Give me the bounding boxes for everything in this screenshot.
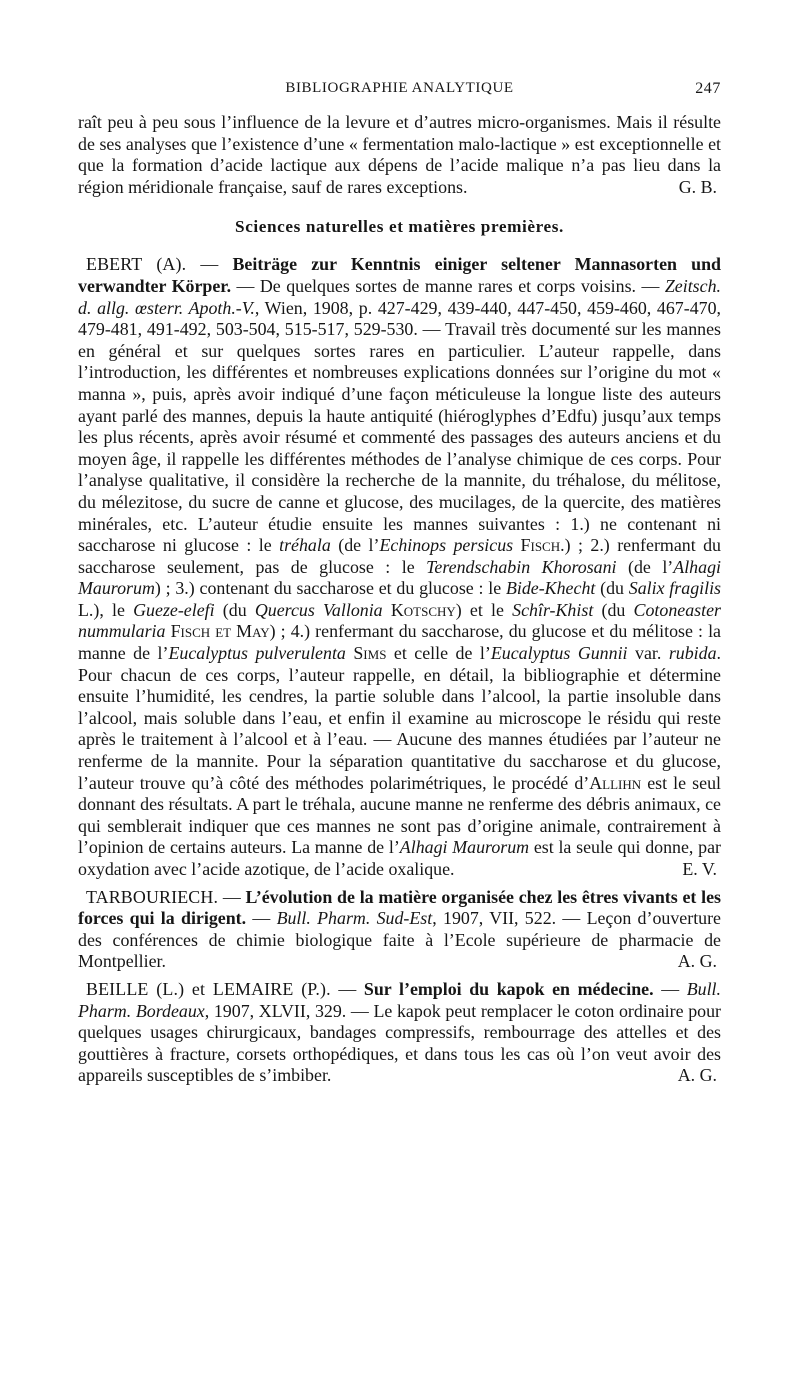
continued-review-paragraph (78, 112, 721, 198)
manna-name: tréhala (279, 535, 331, 556)
species-name: Salix fragilis (628, 578, 722, 599)
entry-text: , Wien, 1908, p. 427-429, 439-440, 447-450, 459-460, 467-470, 479-481, 491-492, 503-504, 515-517, 529-530. — Travail très documenté sur les mannes en général et sur quelques sortes rares en particulier. L’auteur rappelle, dans l’introduction, les différentes et nombreuses explications données sur l’origine du mot « manna », puis, après avoir indiqué d’une façon méticuleuse la longue liste des auteurs ayant parlé des mannes, depuis la haute antiquité (hiéroglyphes d’Edfu) jusqu’aux temps les plus récents, après avoir résumé et commenté des passages des auteurs anciens et du moyen âge, il rappelle les différentes méthodes de l’analyse chimique de ces corps. Pour l’analyse qualitative, il considère la recherche de la mannite, du tréhalose, du mélitose, du mélezitose, du sucre de canne et glucose, des mucilages, de la quercite, des matières minérales, etc. L’auteur étudie ensuite les mannes suivantes : 1.) ne contenant ni saccharose ni glucose : le (78, 297, 721, 556)
entry-text: var. (627, 643, 669, 664)
entry-text: ) ; 4.) renfermant du saccharose, du glucose et du mélitose : la manne de l’ (78, 621, 721, 664)
entry-text: et celle de l’ (386, 643, 491, 664)
entry-author: TARBOURIECH. (86, 886, 219, 907)
entry-dash: — (218, 886, 246, 907)
bibliography-entry-ebert (78, 254, 721, 880)
word-space (383, 600, 391, 620)
entry-text: (du (593, 599, 634, 620)
entry-author: EBERT (A). (86, 254, 187, 275)
word-space (513, 535, 520, 555)
manna-name: Gueze-elefi (133, 599, 215, 620)
entry-text: — De quelques sortes de manne rares et corps voisins. — (231, 275, 665, 296)
review-signature: G. B. (678, 176, 717, 197)
manna-name: Schîr-Khist (512, 599, 594, 620)
entry-text: L.), le (78, 599, 134, 620)
entry-text: (du (214, 599, 255, 620)
book-page (78, 72, 721, 1087)
method-author: Allihn (589, 772, 642, 793)
journal-title: Bull. Pharm. Bordeaux (78, 978, 721, 1021)
page-number: 247 (695, 80, 721, 97)
review-signature: A. G. (677, 1065, 717, 1086)
entry-text: (de l’ (616, 556, 674, 577)
entry-dash: — (186, 254, 233, 275)
entry-text: , 1907, XLVII, 329. — Le kapok peut remplacer le coton ordinaire pour quelques usages chirurgicaux, bandages compressifs, rembourrage des attelles et des gouttières à fracture, corsets orthopédiques, et dans tous les cas où l’on veut avoir des appareils susceptibles de s’imbiber. (78, 1000, 721, 1086)
botanical-authority: Sims (353, 643, 387, 664)
manna-name: Bide-Khecht (505, 578, 596, 599)
entry-text: est le seul donnant des résultats. A part le tréhala, aucune manne ne renferme des débris animaux, ce qui semblerait indiquer que ces mannes ne sont pas d’origine animale, contrairement à l’opinion de certains auteurs. La manne de l’ (78, 772, 721, 858)
species-variety: rubida (668, 643, 717, 664)
botanical-authority: Kotschy (390, 599, 456, 620)
entry-text: ) ; 3.) contenant du saccharose et du glucose : le (154, 578, 506, 599)
journal-title: Bull. Pharm. Sud-Est (276, 908, 433, 929)
species-name: Alhagi Maurorum (78, 556, 721, 599)
species-name: Cotoneaster nummularia (78, 599, 721, 642)
species-name: Echinops persicus (379, 535, 514, 556)
entry-dash: — (653, 978, 687, 999)
manna-name: Terendschabin Khorosani (426, 556, 617, 577)
continued-review-text: raît peu à peu sous l’influence de la levure et d’autres micro-organismes. Mais il résulte de ses analyses que l’existence d’une « fermentation malo-lactique » est exceptionnelle et que la formation d’acide lactique aux dépens de l’acide malique n’a pas lieu dans la région méridionale française, sauf de rares exceptions. (78, 112, 721, 197)
running-header (78, 72, 721, 102)
review-signature: E. V. (682, 859, 717, 879)
running-title: BIBLIOGRAPHIE ANALYTIQUE (285, 80, 514, 96)
bibliography-entry-beille-lemaire (78, 979, 721, 1087)
entry-text: (du (595, 578, 629, 599)
entry-dash: — (246, 908, 277, 929)
botanical-authority: Fisch. (520, 535, 565, 556)
review-signature: A. G. (677, 951, 717, 972)
entry-text: . Pour chacun de ces corps, l’auteur rappelle, en détail, la bibliographie et détermine ensuite l’humidité, les cendres, la partie soluble dans l’alcool, la partie insoluble dans l’alcool, mais soluble dans l’eau, et enfin il examine au microscope le résidu qui reste après le traitement à l’alcool et à l’eau. — Aucune des mannes étudiées par l’auteur ne renferme de la mannite. Pour la séparation quantitative du saccharose et du glucose, l’auteur trouve qu’à côté des méthodes polarimétriques, le procédé d’ (78, 643, 722, 793)
entry-text: (de l’ (330, 535, 380, 556)
entry-title: Beiträge zur Kenntnis einiger seltener Mannasorten und verwandter Körper. (78, 254, 721, 296)
journal-title: Zeitsch. d. allg. œsterr. Apoth.-V. (78, 275, 721, 318)
entry-title: L’évolution de la matière organisée chez les êtres vivants et les forces qui la dirigent. (78, 886, 721, 929)
species-name: Eucalyptus pulverulenta (168, 643, 346, 664)
botanical-authority: Fisch et May (170, 621, 270, 642)
species-name: Quercus Vallonia (254, 599, 383, 620)
species-name: Eucalyptus Gunnii (490, 643, 628, 664)
entry-title: Sur l’emploi du kapok en médecine. (363, 978, 654, 999)
bibliography-entry-tarbouriech (78, 887, 721, 973)
entry-author: BEILLE (L.) et LEMAIRE (P.). (86, 978, 331, 999)
entry-text: , 1907, VII, 522. — Leçon d’ouverture des conférences de chimie biologique faite à l’Ecole supérieure de pharmacie de Montpellier. (78, 908, 722, 972)
section-title: Sciences naturelles et matières premières. (235, 217, 564, 237)
species-name: Alhagi Maurorum (399, 837, 530, 858)
entry-text: ) ; 2.) renfermant du saccharose seulement, pas de glucose : le (78, 535, 722, 577)
entry-dash: — (330, 978, 364, 999)
entry-text: est la seule qui donne, par oxydation avec l’acide azotique, de l’acide oxalique. (78, 837, 721, 879)
entry-text: ) et le (455, 599, 513, 620)
